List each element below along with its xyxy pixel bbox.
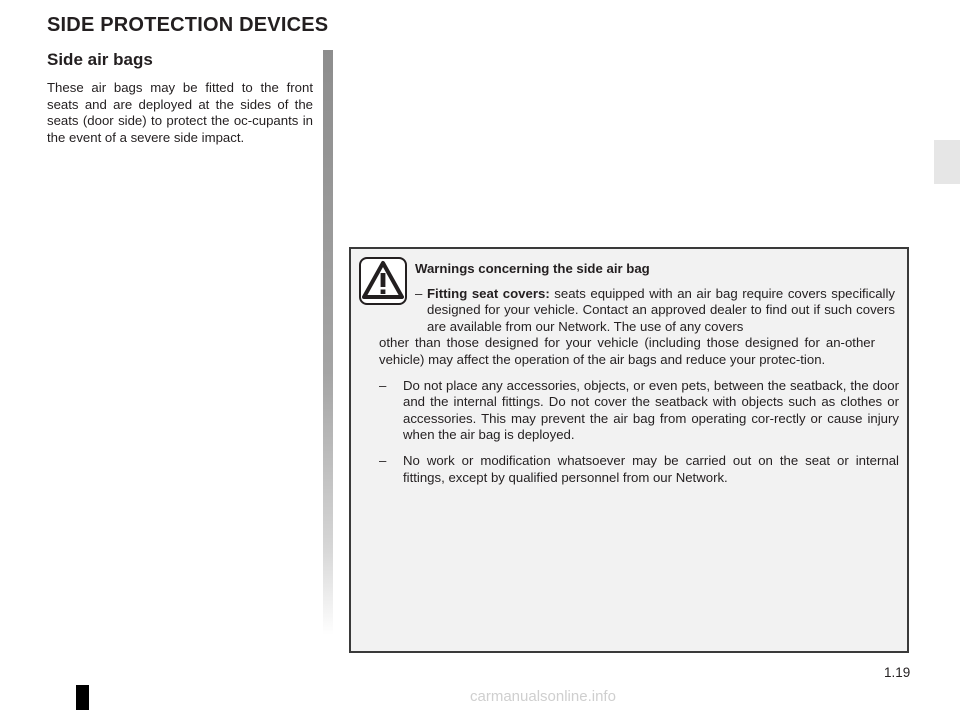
warning-item-modification: [379, 453, 899, 486]
column-divider: [323, 50, 333, 635]
warning-triangle-icon: [359, 257, 407, 305]
list-dash: –: [379, 452, 387, 468]
chapter-tab: [934, 140, 960, 184]
warning-content: [379, 261, 899, 495]
section-title: Side air bags: [47, 50, 153, 69]
section-body: These air bags may be fitted to the front seats and are deployed at the sides of the seats (door side) to protect the oc-cupants in the event of a severe side impact.: [47, 80, 313, 145]
warning-item-lead: Fitting seat covers:: [427, 285, 550, 301]
list-dash: –: [379, 377, 387, 393]
warning-item-seat-covers: [415, 286, 895, 336]
warning-item-seat-covers-cont: other than those designed for your vehicle (including those designed for an-other vehicle) may affect the operation of the air bags and reduce your protec-tion.: [379, 335, 875, 367]
warning-item-accessories: [379, 378, 899, 444]
page-title: SIDE PROTECTION DEVICES: [47, 14, 329, 36]
page-number: 1.19: [884, 665, 911, 680]
warning-title: Warnings concerning the side air bag: [415, 261, 650, 276]
warning-item-text: seats equipped with an air bag require covers specifically designed for your vehicle. Contact an approved dealer to find out if such covers are available from our Network. The use of any covers: [427, 285, 895, 334]
crop-mark: [76, 685, 89, 710]
warning-item-text: Do not place any accessories, objects, or even pets, between the seatback, the door and the internal fittings. Do not cover the seatback with objects such as clothes or accessories. This may prevent the air bag from operating cor-rectly or cause injury when the air bag is deployed.: [403, 377, 899, 443]
warning-box: [349, 247, 909, 653]
warning-item-text: No work or modification whatsoever may be carried out on the seat or internal fittings, except by qualified personnel from our Network.: [403, 452, 899, 485]
watermark: carmanualsonline.info: [470, 688, 616, 705]
list-dash: –: [415, 285, 423, 301]
